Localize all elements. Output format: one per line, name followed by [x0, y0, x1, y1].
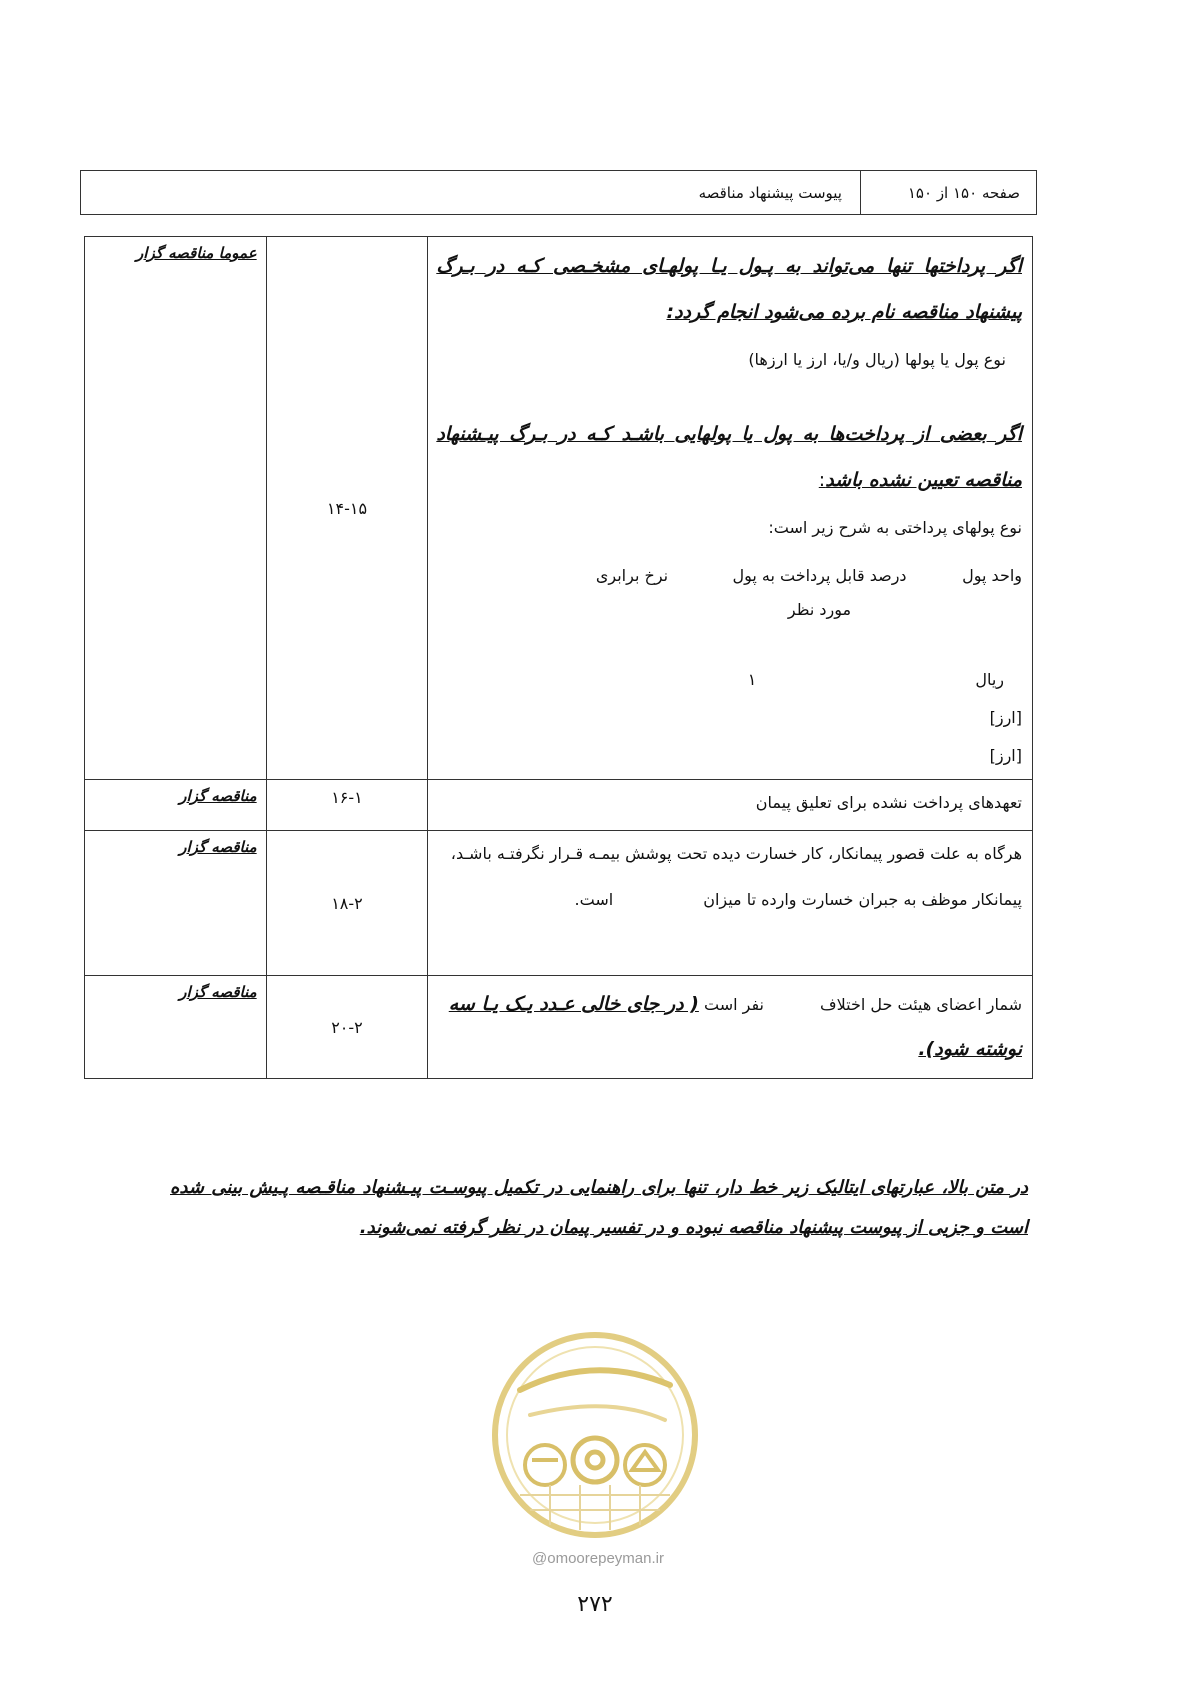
currency-rial: ریال	[975, 670, 1004, 689]
excavator-icon	[625, 1445, 665, 1485]
instruction-text: اگر پرداختها تنها می‌تواند به پـول یـا پولهـای مشخـصی کـه در بـرگ پیشنهاد مناقصه نام برده می‌شود انجام گردد:	[436, 255, 1022, 323]
responsible-party: مناقصه گزار	[85, 831, 267, 976]
clause-text	[428, 831, 1033, 976]
instruction-text: اگر بعضی از پرداخت‌ها به پول یا پولهایی باشـد کـه در بـرگ پیـشنهاد مناقصه تعیین نشده باشد:	[436, 423, 1022, 491]
responsible-party: مناقصه گزار	[85, 780, 267, 831]
clause-text	[428, 237, 1033, 780]
currency-row-rial	[436, 627, 1022, 697]
clause-text: شمار اعضای هیئت حل اختلافنفر است ( در جای خالی عـدد یـک یـا سه نوشته شود).	[428, 976, 1033, 1079]
page-number-label: صفحه ۱۵۰ از ۱۵۰	[860, 171, 1036, 214]
responsible-party: مناقصه گزار	[85, 976, 267, 1079]
table-row	[85, 237, 1033, 780]
table-row	[85, 780, 1033, 831]
clause-line-1: هرگاه به علت قصور پیمانکار، کار خسارت دیده تحت پوشش بیمـه قـرار نگرفتـه باشـد،	[450, 844, 1022, 863]
page-header	[80, 170, 1037, 215]
gear-icon	[573, 1438, 617, 1482]
currency-columns-header	[436, 545, 1022, 627]
currency-type-text: نوع پول یا پولها (ریال و/یا، ارز یا ارزها)	[748, 350, 1006, 369]
responsible-party: عموما مناقصه گزار	[85, 237, 267, 780]
clause-text: تعهدهای پرداخت نشده برای تعلیق پیمان	[428, 780, 1033, 831]
table-row	[85, 831, 1033, 976]
clause-number: ۲۰-۲	[266, 976, 428, 1079]
col-unit: واحد پول	[962, 566, 1022, 585]
currency-arz-2: [ارز]	[989, 746, 1022, 765]
clause-line-2: پیمانکار موظف به جبران خسارت وارده تا میزاناست.	[574, 890, 1022, 909]
currency-list-intro: نوع پولهای پرداختی به شرح زیر است:	[768, 518, 1022, 537]
table-row	[85, 976, 1033, 1079]
page-number: ۲۷۲	[577, 1592, 613, 1617]
omoorepeyman-logo	[490, 1330, 700, 1540]
clause-number: ۱۶-۱	[266, 780, 428, 831]
clause-number: ۱۸-۲	[266, 831, 428, 976]
clauses-table	[84, 236, 1033, 1079]
guidance-note: در متن بالا، عبارتهای ایتالیک زیر خط دار، تنها برای راهنمایی در تکمیل پیوسـت پیـشنهاد مناقـصه پـیش بینی شده است و جزیی از پیوست پیشنهاد مناقصه نبوده و در تفسیر پیمان در نظر گرفته نمی‌شوند.	[170, 1177, 1028, 1238]
rial-rate: ۱	[747, 670, 757, 689]
col-rate: نرخ برابری	[595, 566, 669, 585]
clause-number: ۱۴-۱۵	[266, 237, 428, 780]
scales-icon	[525, 1445, 565, 1485]
currency-arz-1: [ارز]	[989, 708, 1022, 727]
website-label: @omoorepeyman.ir	[532, 1550, 664, 1567]
col-percent: درصد قابل پرداخت به پول مورد نظر	[732, 566, 907, 619]
document-title: پیوست پیشنهاد مناقصه	[698, 183, 842, 202]
